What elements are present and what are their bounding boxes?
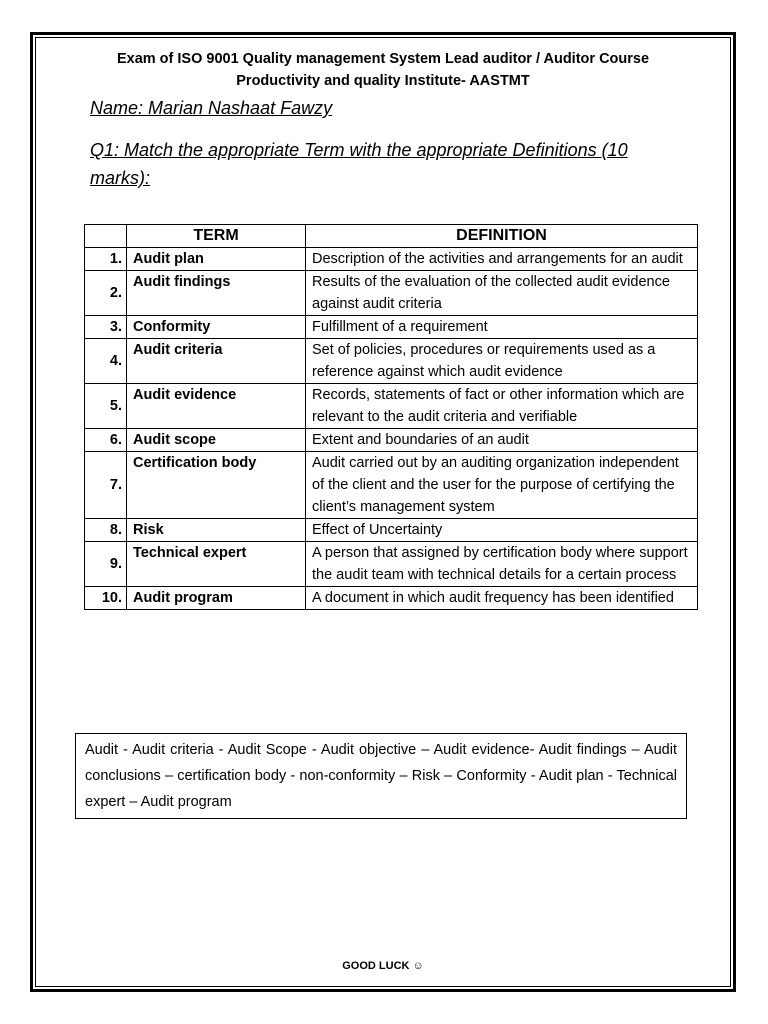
terms-table <box>84 224 698 610</box>
row-definition: Extent and boundaries of an audit <box>306 429 698 452</box>
row-definition: Description of the activities and arrangements for an audit <box>306 248 698 271</box>
row-definition: Set of policies, procedures or requirements used as a reference against which audit evidence <box>306 339 698 384</box>
row-definition: Results of the evaluation of the collected audit evidence against audit criteria <box>306 271 698 316</box>
good-luck-footer: GOOD LUCK ☺ <box>342 960 424 972</box>
institute-name: Productivity and quality Institute- AASTMT <box>236 73 530 89</box>
table-row <box>85 429 698 452</box>
row-definition: Fulfillment of a requirement <box>306 316 698 339</box>
table-row <box>85 248 698 271</box>
table-header-row <box>85 225 698 248</box>
row-number: 6. <box>85 429 127 452</box>
question-title: Q1: Match the appropriate Term with the appropriate Definitions (10 marks): <box>90 140 628 188</box>
row-term: Audit program <box>127 587 306 610</box>
table-row <box>85 542 698 587</box>
row-term: Conformity <box>127 316 306 339</box>
row-definition: A document in which audit frequency has been identified <box>306 587 698 610</box>
table-row <box>85 339 698 384</box>
table-row <box>85 316 698 339</box>
row-term: Certification body <box>127 452 306 519</box>
header-number <box>85 225 127 248</box>
row-term: Audit evidence <box>127 384 306 429</box>
table-row <box>85 271 698 316</box>
student-name: Name: Marian Nashaat Fawzy <box>90 98 333 118</box>
row-number: 7. <box>85 452 127 519</box>
row-definition: A person that assigned by certification body where support the audit team with technical details for a certain process <box>306 542 698 587</box>
table-row <box>85 519 698 542</box>
row-term: Risk <box>127 519 306 542</box>
exam-title: Exam of ISO 9001 Quality management System Lead auditor / Auditor Course <box>116 51 650 67</box>
row-number: 10. <box>85 587 127 610</box>
row-term: Technical expert <box>127 542 306 587</box>
row-number: 2. <box>85 271 127 316</box>
row-number: 9. <box>85 542 127 587</box>
header-term: TERM <box>127 225 306 248</box>
table-row <box>85 384 698 429</box>
table-row <box>85 587 698 610</box>
row-number: 1. <box>85 248 127 271</box>
row-term: Audit criteria <box>127 339 306 384</box>
row-number: 5. <box>85 384 127 429</box>
row-number: 3. <box>85 316 127 339</box>
row-definition: Records, statements of fact or other information which are relevant to the audit criteria and verifiable <box>306 384 698 429</box>
exam-header <box>40 48 726 92</box>
word-bank-box: Audit - Audit criteria - Audit Scope - Audit objective – Audit evidence- Audit findings – Audit conclusions – certification body - non-conformity – Risk – Conformity - Audit plan - Technical expert – Audit program <box>75 733 687 819</box>
row-term: Audit findings <box>127 271 306 316</box>
row-number: 4. <box>85 339 127 384</box>
row-definition: Audit carried out by an auditing organization independent of the client and the user for the purpose of certifying the client’s management system <box>306 452 698 519</box>
row-number: 8. <box>85 519 127 542</box>
row-term: Audit plan <box>127 248 306 271</box>
table-row <box>85 452 698 519</box>
row-term: Audit scope <box>127 429 306 452</box>
header-definition: DEFINITION <box>306 225 698 248</box>
row-definition: Effect of Uncertainty <box>306 519 698 542</box>
